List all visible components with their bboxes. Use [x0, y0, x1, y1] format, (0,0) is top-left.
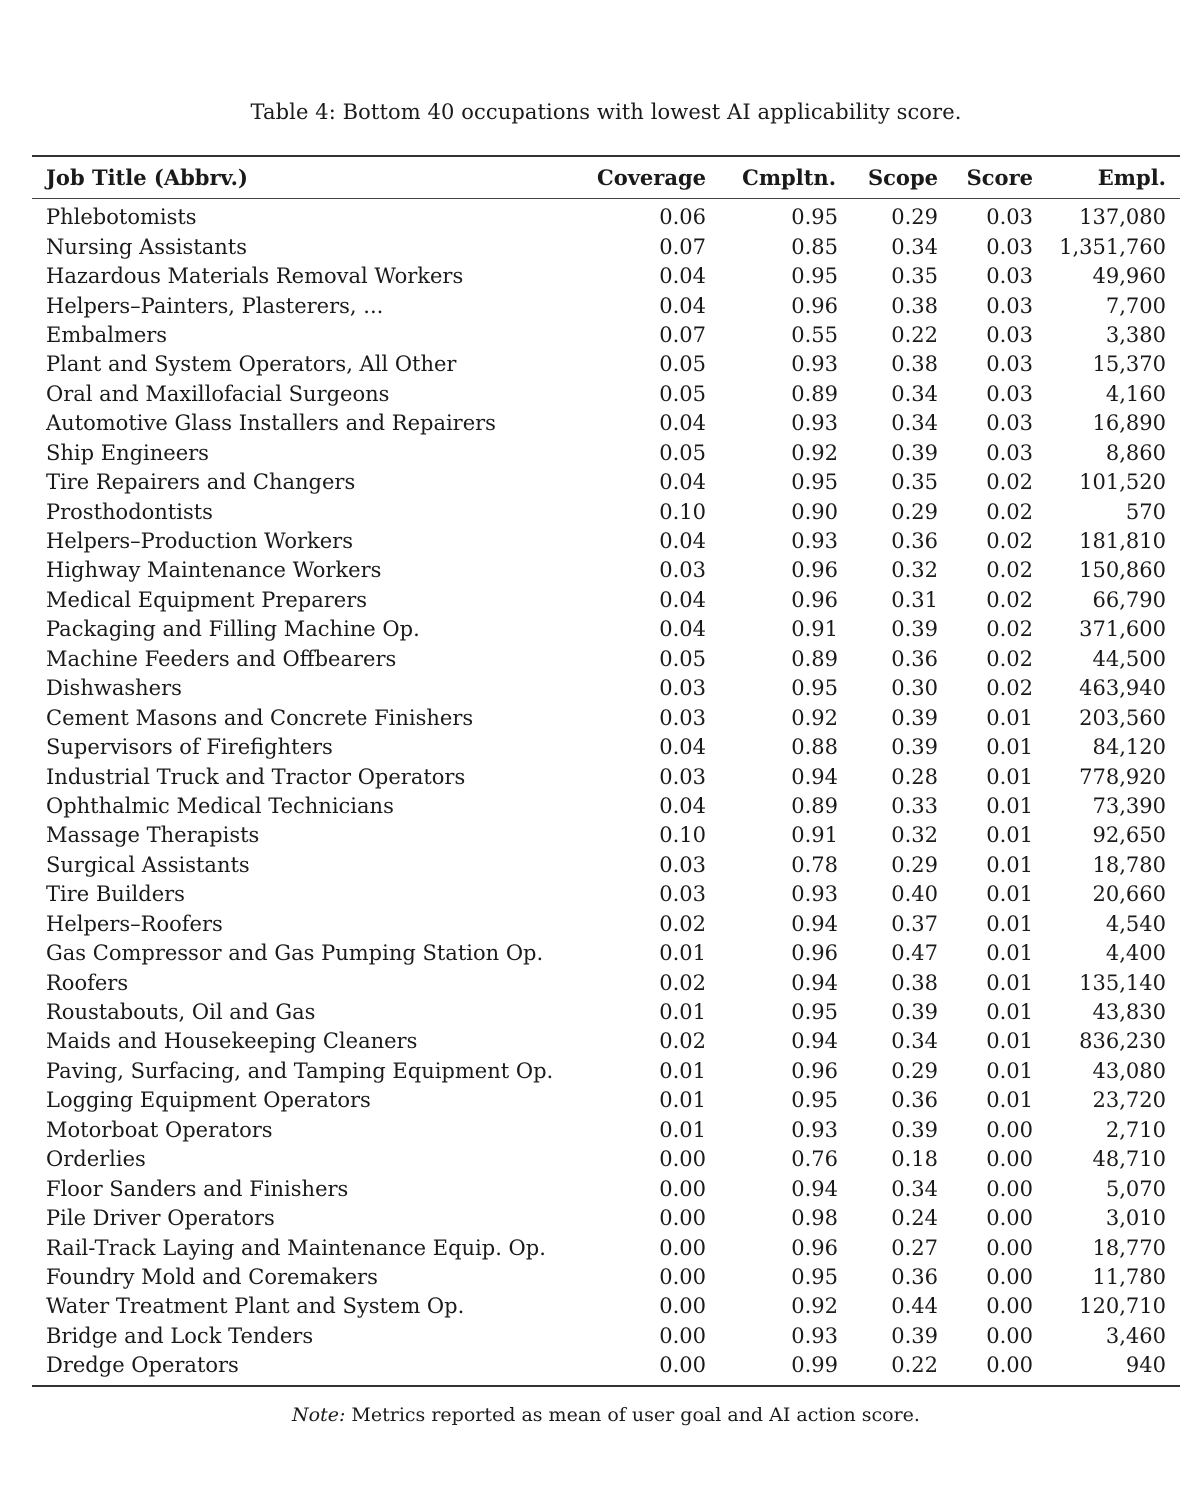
cell-completion: 0.94 — [791, 1029, 838, 1054]
cell-completion: 0.96 — [791, 587, 838, 612]
cell-score: 0.02 — [986, 470, 1033, 495]
cell-score: 0.03 — [986, 352, 1033, 377]
cell-employment: 18,770 — [1092, 1235, 1166, 1260]
cell-scope: 0.24 — [891, 1206, 938, 1231]
cell-scope: 0.29 — [891, 205, 938, 230]
cell-coverage: 0.04 — [659, 264, 706, 289]
cell-employment: 66,790 — [1092, 587, 1166, 612]
table-row — [32, 380, 1180, 409]
table-row — [32, 1086, 1180, 1115]
table-row — [32, 1116, 1180, 1145]
cell-scope: 0.39 — [891, 1000, 938, 1025]
cell-score: 0.01 — [986, 735, 1033, 760]
cell-job-title: Oral and Maxillofacial Surgeons — [46, 381, 390, 406]
cell-coverage: 0.03 — [659, 852, 706, 877]
cell-scope: 0.29 — [891, 1058, 938, 1083]
cell-completion: 0.96 — [791, 941, 838, 966]
cell-coverage: 0.02 — [659, 911, 706, 936]
cell-employment: 4,400 — [1105, 941, 1166, 966]
cell-completion: 0.90 — [791, 499, 838, 524]
cell-coverage: 0.00 — [659, 1147, 706, 1172]
cell-scope: 0.36 — [891, 1264, 938, 1289]
cell-score: 0.01 — [986, 941, 1033, 966]
table-row — [32, 262, 1180, 291]
cell-completion: 0.89 — [791, 793, 838, 818]
cell-job-title: Maids and Housekeeping Cleaners — [46, 1029, 418, 1054]
cell-employment: 43,830 — [1092, 1000, 1166, 1025]
cell-scope: 0.27 — [891, 1235, 938, 1260]
column-header-employment: Empl. — [1097, 165, 1166, 190]
table-row — [32, 792, 1180, 821]
cell-completion: 0.93 — [791, 411, 838, 436]
table-row — [32, 586, 1180, 615]
cell-completion: 0.99 — [791, 1353, 838, 1378]
cell-job-title: Machine Feeders and Offbearers — [46, 646, 397, 671]
cell-coverage: 0.03 — [659, 558, 706, 583]
cell-coverage: 0.04 — [659, 587, 706, 612]
cell-scope: 0.34 — [891, 411, 938, 436]
cell-employment: 1,351,760 — [1059, 234, 1166, 259]
table-row — [32, 321, 1180, 350]
column-header-score: Score — [966, 165, 1033, 190]
cell-employment: 84,120 — [1092, 735, 1166, 760]
cell-completion: 0.94 — [791, 911, 838, 936]
cell-score: 0.00 — [986, 1176, 1033, 1201]
table-row — [32, 1351, 1180, 1384]
cell-score: 0.00 — [986, 1235, 1033, 1260]
cell-job-title: Surgical Assistants — [46, 852, 250, 877]
cell-employment: 23,720 — [1092, 1088, 1166, 1113]
cell-completion: 0.92 — [791, 440, 838, 465]
cell-job-title: Bridge and Lock Tenders — [46, 1323, 314, 1348]
cell-employment: 8,860 — [1105, 440, 1166, 465]
cell-score: 0.01 — [986, 852, 1033, 877]
cell-scope: 0.33 — [891, 793, 938, 818]
cell-scope: 0.32 — [891, 823, 938, 848]
cell-completion: 0.78 — [791, 852, 838, 877]
cell-scope: 0.35 — [891, 470, 938, 495]
cell-scope: 0.47 — [891, 941, 938, 966]
cell-completion: 0.92 — [791, 1294, 838, 1319]
cell-completion: 0.96 — [791, 1058, 838, 1083]
cell-completion: 0.95 — [791, 205, 838, 230]
table-row — [32, 497, 1180, 526]
cell-job-title: Pile Driver Operators — [46, 1206, 275, 1231]
cell-job-title: Hazardous Materials Removal Workers — [46, 264, 464, 289]
cell-job-title: Prosthodontists — [46, 499, 213, 524]
cell-employment: 570 — [1125, 499, 1166, 524]
cell-job-title: Cement Masons and Concrete Finishers — [46, 705, 474, 730]
cell-coverage: 0.03 — [659, 764, 706, 789]
cell-coverage: 0.04 — [659, 793, 706, 818]
cell-scope: 0.34 — [891, 234, 938, 259]
cell-coverage: 0.00 — [659, 1206, 706, 1231]
cell-coverage: 0.00 — [659, 1235, 706, 1260]
cell-completion: 0.95 — [791, 676, 838, 701]
table-row — [32, 1057, 1180, 1086]
cell-employment: 940 — [1125, 1353, 1166, 1378]
table-row — [32, 1322, 1180, 1351]
cell-scope: 0.36 — [891, 646, 938, 671]
cell-completion: 0.94 — [791, 1176, 838, 1201]
cell-scope: 0.38 — [891, 293, 938, 318]
column-header-scope: Scope — [867, 165, 938, 190]
cell-job-title: Ship Engineers — [46, 440, 209, 465]
table-header — [32, 157, 1180, 198]
cell-scope: 0.38 — [891, 970, 938, 995]
table-row — [32, 703, 1180, 732]
cell-job-title: Industrial Truck and Tractor Operators — [46, 764, 466, 789]
cell-job-title: Ophthalmic Medical Technicians — [46, 793, 394, 818]
cell-job-title: Floor Sanders and Finishers — [46, 1176, 349, 1201]
cell-completion: 0.85 — [791, 234, 838, 259]
cell-job-title: Tire Repairers and Changers — [46, 470, 356, 495]
cell-employment: 5,070 — [1105, 1176, 1166, 1201]
cell-coverage: 0.00 — [659, 1294, 706, 1319]
table-row — [32, 733, 1180, 762]
cell-coverage: 0.04 — [659, 529, 706, 554]
table-row — [32, 409, 1180, 438]
cell-coverage: 0.03 — [659, 676, 706, 701]
cell-completion: 0.92 — [791, 705, 838, 730]
cell-score: 0.03 — [986, 234, 1033, 259]
cell-score: 0.01 — [986, 970, 1033, 995]
cell-score: 0.01 — [986, 1058, 1033, 1083]
cell-completion: 0.93 — [791, 1323, 838, 1348]
cell-scope: 0.39 — [891, 705, 938, 730]
cell-job-title: Medical Equipment Preparers — [46, 587, 368, 612]
cell-score: 0.01 — [986, 882, 1033, 907]
cell-completion: 0.94 — [791, 764, 838, 789]
table-row — [32, 199, 1180, 232]
cell-coverage: 0.03 — [659, 705, 706, 730]
cell-job-title: Orderlies — [46, 1147, 146, 1172]
cell-employment: 135,140 — [1079, 970, 1166, 995]
cell-coverage: 0.01 — [659, 1000, 706, 1025]
cell-completion: 0.95 — [791, 264, 838, 289]
cell-completion: 0.98 — [791, 1206, 838, 1231]
cell-job-title: Paving, Surfacing, and Tamping Equipment Op. — [46, 1058, 554, 1083]
cell-scope: 0.18 — [891, 1147, 938, 1172]
cell-coverage: 0.05 — [659, 440, 706, 465]
table-note — [0, 1404, 1200, 1426]
table-row — [32, 527, 1180, 556]
cell-scope: 0.40 — [891, 882, 938, 907]
cell-employment: 3,010 — [1105, 1206, 1166, 1231]
cell-score: 0.02 — [986, 646, 1033, 671]
cell-score: 0.03 — [986, 264, 1033, 289]
cell-job-title: Roustabouts, Oil and Gas — [46, 1000, 316, 1025]
cell-scope: 0.29 — [891, 499, 938, 524]
cell-job-title: Dredge Operators — [46, 1353, 239, 1378]
cell-completion: 0.95 — [791, 470, 838, 495]
cell-employment: 44,500 — [1092, 646, 1166, 671]
cell-score: 0.02 — [986, 499, 1033, 524]
cell-completion: 0.96 — [791, 293, 838, 318]
cell-score: 0.02 — [986, 676, 1033, 701]
cell-job-title: Embalmers — [46, 322, 168, 347]
column-header-job-title: Job Title (Abbrv.) — [46, 165, 248, 190]
cell-scope: 0.39 — [891, 1323, 938, 1348]
cell-score: 0.01 — [986, 793, 1033, 818]
cell-job-title: Supervisors of Firefighters — [46, 735, 333, 760]
bottom-rule — [32, 1385, 1180, 1387]
table-row — [32, 674, 1180, 703]
table-row — [32, 939, 1180, 968]
cell-employment: 11,780 — [1092, 1264, 1166, 1289]
table-row — [32, 1263, 1180, 1292]
cell-coverage: 0.01 — [659, 941, 706, 966]
cell-completion: 0.91 — [791, 617, 838, 642]
cell-scope: 0.36 — [891, 529, 938, 554]
cell-scope: 0.35 — [891, 264, 938, 289]
table-row — [32, 645, 1180, 674]
cell-job-title: Logging Equipment Operators — [46, 1088, 371, 1113]
cell-job-title: Phlebotomists — [46, 205, 197, 230]
cell-scope: 0.44 — [891, 1294, 938, 1319]
table-row — [32, 821, 1180, 850]
cell-employment: 4,160 — [1105, 381, 1166, 406]
cell-score: 0.03 — [986, 440, 1033, 465]
cell-score: 0.01 — [986, 1088, 1033, 1113]
cell-employment: 92,650 — [1092, 823, 1166, 848]
table-row — [32, 439, 1180, 468]
cell-score: 0.03 — [986, 381, 1033, 406]
table-row — [32, 1233, 1180, 1262]
cell-scope: 0.39 — [891, 1117, 938, 1142]
cell-employment: 371,600 — [1079, 617, 1166, 642]
cell-score: 0.03 — [986, 322, 1033, 347]
cell-employment: 43,080 — [1092, 1058, 1166, 1083]
cell-coverage: 0.00 — [659, 1323, 706, 1348]
cell-completion: 0.55 — [791, 322, 838, 347]
table-row — [32, 851, 1180, 880]
cell-employment: 101,520 — [1079, 470, 1166, 495]
cell-coverage: 0.07 — [659, 322, 706, 347]
cell-completion: 0.89 — [791, 646, 838, 671]
table-row — [32, 468, 1180, 497]
occupations-table — [32, 155, 1180, 1387]
table-row — [32, 350, 1180, 379]
cell-completion: 0.89 — [791, 381, 838, 406]
cell-scope: 0.29 — [891, 852, 938, 877]
cell-employment: 137,080 — [1079, 205, 1166, 230]
cell-coverage: 0.07 — [659, 234, 706, 259]
cell-coverage: 0.04 — [659, 617, 706, 642]
cell-score: 0.00 — [986, 1147, 1033, 1172]
table-row — [32, 880, 1180, 909]
cell-job-title: Helpers–Production Workers — [46, 529, 353, 554]
cell-completion: 0.93 — [791, 352, 838, 377]
cell-employment: 48,710 — [1092, 1147, 1166, 1172]
cell-job-title: Massage Therapists — [46, 823, 260, 848]
table-row — [32, 910, 1180, 939]
cell-score: 0.02 — [986, 529, 1033, 554]
cell-coverage: 0.01 — [659, 1117, 706, 1142]
table-caption: Table 4: Bottom 40 occupations with lowest AI applicability score. — [250, 100, 962, 124]
cell-completion: 0.95 — [791, 1000, 838, 1025]
table-row — [32, 998, 1180, 1027]
cell-coverage: 0.01 — [659, 1088, 706, 1113]
cell-score: 0.00 — [986, 1117, 1033, 1142]
cell-scope: 0.34 — [891, 1176, 938, 1201]
cell-job-title: Foundry Mold and Coremakers — [46, 1264, 378, 1289]
cell-employment: 3,380 — [1105, 322, 1166, 347]
cell-employment: 150,860 — [1079, 558, 1166, 583]
cell-completion: 0.96 — [791, 558, 838, 583]
cell-job-title: Helpers–Roofers — [46, 911, 223, 936]
cell-score: 0.02 — [986, 558, 1033, 583]
cell-employment: 3,460 — [1105, 1323, 1166, 1348]
cell-score: 0.00 — [986, 1353, 1033, 1378]
cell-scope: 0.39 — [891, 617, 938, 642]
cell-job-title: Automotive Glass Installers and Repairers — [46, 411, 496, 436]
cell-score: 0.00 — [986, 1294, 1033, 1319]
note-label: Note: — [292, 1404, 346, 1426]
table-row — [32, 291, 1180, 320]
cell-score: 0.00 — [986, 1206, 1033, 1231]
cell-score: 0.02 — [986, 587, 1033, 612]
cell-completion: 0.88 — [791, 735, 838, 760]
table-row — [32, 1027, 1180, 1056]
cell-scope: 0.22 — [891, 1353, 938, 1378]
cell-completion: 0.93 — [791, 1117, 838, 1142]
cell-employment: 203,560 — [1079, 705, 1166, 730]
cell-job-title: Water Treatment Plant and System Op. — [46, 1294, 465, 1319]
cell-employment: 463,940 — [1079, 676, 1166, 701]
cell-employment: 73,390 — [1092, 793, 1166, 818]
cell-coverage: 0.00 — [659, 1264, 706, 1289]
cell-coverage: 0.06 — [659, 205, 706, 230]
cell-scope: 0.30 — [891, 676, 938, 701]
cell-job-title: Roofers — [46, 970, 129, 995]
cell-employment: 16,890 — [1092, 411, 1166, 436]
cell-job-title: Highway Maintenance Workers — [46, 558, 382, 583]
cell-employment: 15,370 — [1092, 352, 1166, 377]
cell-coverage: 0.00 — [659, 1176, 706, 1201]
cell-score: 0.03 — [986, 411, 1033, 436]
cell-score: 0.03 — [986, 205, 1033, 230]
cell-job-title: Plant and System Operators, All Other — [46, 352, 457, 377]
cell-job-title: Gas Compressor and Gas Pumping Station Op. — [46, 941, 544, 966]
cell-score: 0.01 — [986, 823, 1033, 848]
cell-employment: 120,710 — [1079, 1294, 1166, 1319]
cell-scope: 0.34 — [891, 1029, 938, 1054]
cell-employment: 20,660 — [1092, 882, 1166, 907]
cell-score: 0.00 — [986, 1323, 1033, 1348]
cell-employment: 778,920 — [1079, 764, 1166, 789]
cell-job-title: Motorboat Operators — [46, 1117, 273, 1142]
cell-employment: 4,540 — [1105, 911, 1166, 936]
cell-job-title: Helpers–Painters, Plasterers, ... — [46, 293, 384, 318]
cell-scope: 0.22 — [891, 322, 938, 347]
cell-score: 0.01 — [986, 1029, 1033, 1054]
cell-coverage: 0.00 — [659, 1353, 706, 1378]
cell-completion: 0.91 — [791, 823, 838, 848]
cell-employment: 18,780 — [1092, 852, 1166, 877]
cell-score: 0.03 — [986, 293, 1033, 318]
cell-completion: 0.94 — [791, 970, 838, 995]
cell-scope: 0.28 — [891, 764, 938, 789]
column-header-coverage: Coverage — [597, 165, 706, 190]
cell-score: 0.00 — [986, 1264, 1033, 1289]
cell-completion: 0.76 — [791, 1147, 838, 1172]
cell-completion: 0.96 — [791, 1235, 838, 1260]
cell-coverage: 0.01 — [659, 1058, 706, 1083]
cell-employment: 7,700 — [1105, 293, 1166, 318]
table-row — [32, 1204, 1180, 1233]
cell-coverage: 0.05 — [659, 646, 706, 671]
table-row — [32, 968, 1180, 997]
cell-scope: 0.31 — [891, 587, 938, 612]
cell-completion: 0.93 — [791, 529, 838, 554]
cell-coverage: 0.02 — [659, 970, 706, 995]
table-row — [32, 615, 1180, 644]
cell-coverage: 0.02 — [659, 1029, 706, 1054]
cell-score: 0.01 — [986, 705, 1033, 730]
cell-coverage: 0.04 — [659, 411, 706, 436]
cell-employment: 2,710 — [1105, 1117, 1166, 1142]
cell-coverage: 0.04 — [659, 735, 706, 760]
cell-completion: 0.93 — [791, 882, 838, 907]
table-row — [32, 1145, 1180, 1174]
cell-scope: 0.32 — [891, 558, 938, 583]
table-row — [32, 232, 1180, 261]
cell-scope: 0.37 — [891, 911, 938, 936]
cell-coverage: 0.10 — [659, 823, 706, 848]
cell-job-title: Tire Builders — [46, 882, 185, 907]
table-row — [32, 1174, 1180, 1203]
cell-score: 0.01 — [986, 1000, 1033, 1025]
cell-scope: 0.39 — [891, 440, 938, 465]
table-row — [32, 556, 1180, 585]
cell-scope: 0.34 — [891, 381, 938, 406]
cell-scope: 0.39 — [891, 735, 938, 760]
cell-employment: 181,810 — [1079, 529, 1166, 554]
cell-coverage: 0.04 — [659, 293, 706, 318]
cell-employment: 836,230 — [1079, 1029, 1166, 1054]
cell-job-title: Rail-Track Laying and Maintenance Equip. Op. — [46, 1235, 546, 1260]
table-body — [32, 199, 1180, 1385]
cell-coverage: 0.10 — [659, 499, 706, 524]
cell-scope: 0.38 — [891, 352, 938, 377]
cell-scope: 0.36 — [891, 1088, 938, 1113]
cell-job-title: Dishwashers — [46, 676, 182, 701]
note-text: Metrics reported as mean of user goal and AI action score. — [351, 1404, 920, 1426]
cell-employment: 49,960 — [1092, 264, 1166, 289]
cell-coverage: 0.03 — [659, 882, 706, 907]
cell-coverage: 0.04 — [659, 470, 706, 495]
cell-completion: 0.95 — [791, 1264, 838, 1289]
table-row — [32, 762, 1180, 791]
cell-job-title: Packaging and Filling Machine Op. — [46, 617, 420, 642]
table-row — [32, 1292, 1180, 1321]
cell-coverage: 0.05 — [659, 352, 706, 377]
cell-score: 0.02 — [986, 617, 1033, 642]
cell-job-title: Nursing Assistants — [46, 234, 247, 259]
cell-completion: 0.95 — [791, 1088, 838, 1113]
cell-score: 0.01 — [986, 911, 1033, 936]
cell-coverage: 0.05 — [659, 381, 706, 406]
column-header-completion: Cmpltn. — [742, 165, 836, 190]
cell-score: 0.01 — [986, 764, 1033, 789]
